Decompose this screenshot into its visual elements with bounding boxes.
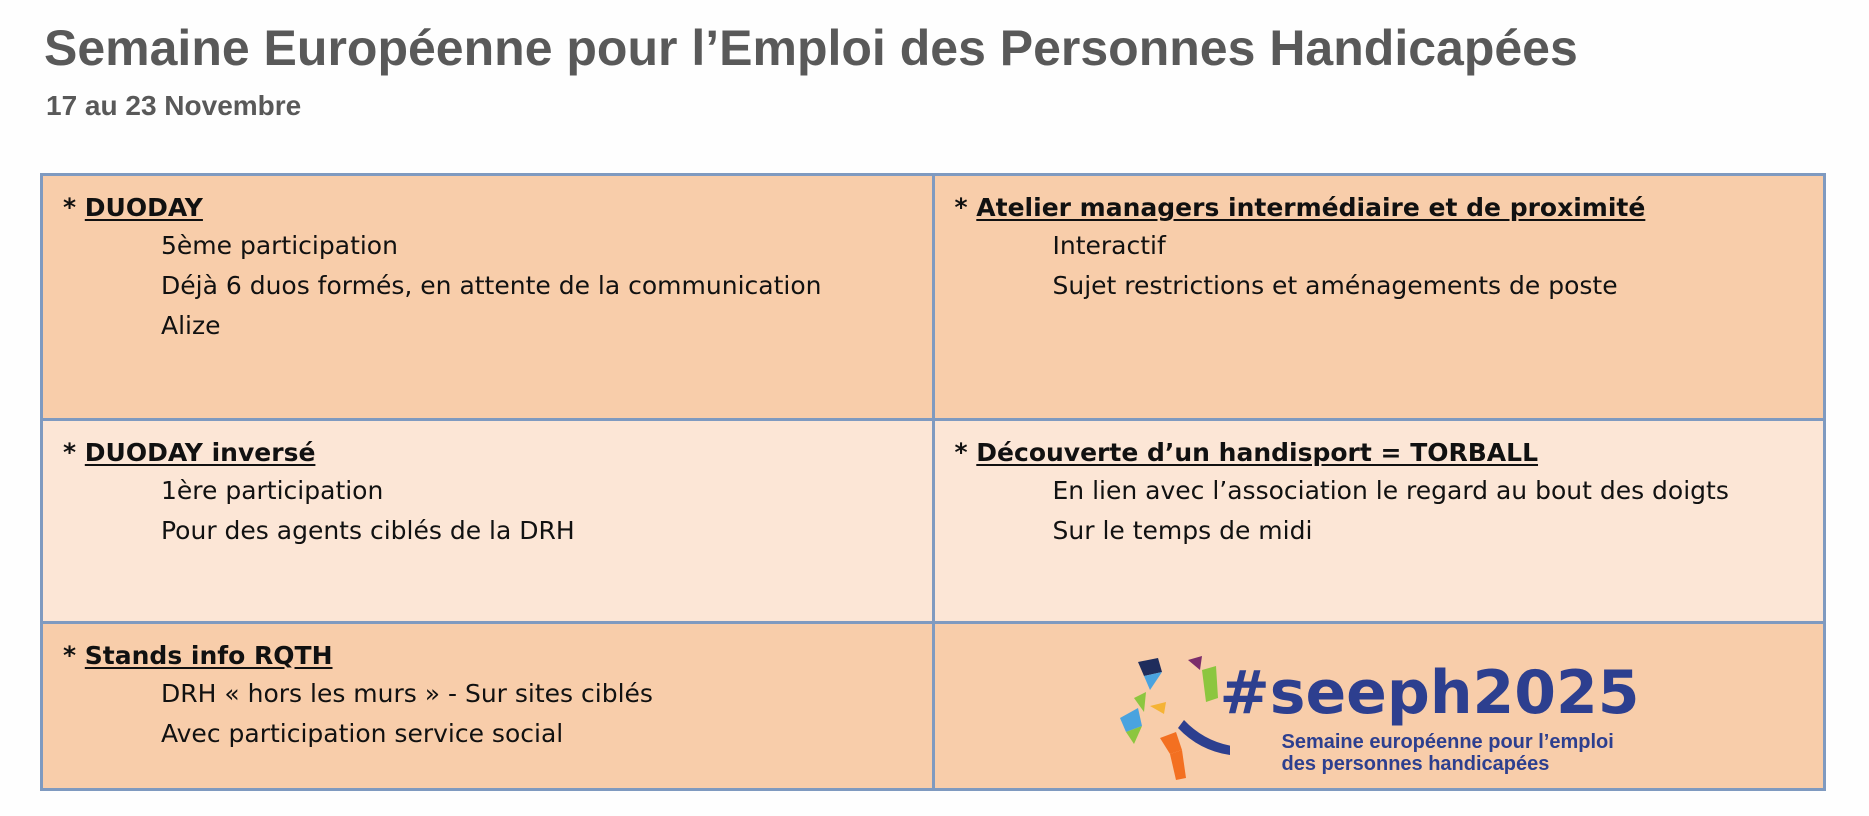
seeph-logo-mark-icon: [1120, 654, 1230, 784]
grid-row: [42, 175, 1825, 420]
page-title: Semaine Européenne pour l’Emploi des Personnes Handicapées: [44, 20, 1578, 76]
cell-line: 5ème participation: [161, 231, 398, 260]
page-subtitle: 17 au 23 Novembre: [46, 90, 302, 121]
bullet-star: *: [954, 438, 968, 467]
heading-text: Atelier managers intermédiaire et de proximité: [976, 193, 1646, 222]
grid-row: [42, 623, 1825, 790]
info-grid: [40, 173, 1826, 791]
heading-text: DUODAY: [84, 193, 203, 222]
heading-text: Stands info RQTH: [84, 641, 333, 670]
cell-atelier-managers: [933, 175, 1825, 420]
cell-heading: [63, 638, 932, 674]
cell-line: Alize: [161, 311, 221, 340]
seeph-logo: [1120, 654, 1640, 784]
cell-line: Avec participation service social: [161, 719, 564, 748]
cell-line: Sujet restrictions et aménagements de poste: [1052, 271, 1618, 300]
cell-line: 1ère participation: [161, 476, 384, 505]
cell-heading: [955, 435, 1824, 471]
cell-line: Interactif: [1052, 231, 1166, 260]
logo-tagline-line: Semaine européenne pour l’emploi: [1281, 731, 1614, 753]
cell-heading: [63, 435, 932, 471]
bullet-star: *: [63, 193, 77, 222]
bullet-star: *: [954, 193, 968, 222]
grid-row: [42, 420, 1825, 623]
cell-line: En lien avec l’association le regard au bout des doigts: [1052, 476, 1729, 505]
cell-line: DRH « hors les murs » - Sur sites ciblés: [161, 679, 653, 708]
cell-duoday: [42, 175, 934, 420]
cell-heading: [63, 190, 932, 226]
logo-hashtag: #seeph2025: [1219, 658, 1640, 728]
cell-heading: [955, 190, 1824, 226]
cell-stands-rqth: [42, 623, 934, 790]
bullet-star: *: [63, 438, 77, 467]
cell-logo: [933, 623, 1825, 790]
cell-handisport: [933, 420, 1825, 623]
heading-text: Découverte d’un handisport = TORBALL: [976, 438, 1539, 467]
cell-duoday-inverse: [42, 420, 934, 623]
cell-line: Sur le temps de midi: [1052, 516, 1313, 545]
cell-line: Pour des agents ciblés de la DRH: [161, 516, 575, 545]
bullet-star: *: [63, 641, 77, 670]
logo-tagline-line: des personnes handicapées: [1281, 753, 1550, 775]
cell-line: Déjà 6 duos formés, en attente de la communication: [161, 271, 822, 300]
heading-text: DUODAY inversé: [84, 438, 316, 467]
